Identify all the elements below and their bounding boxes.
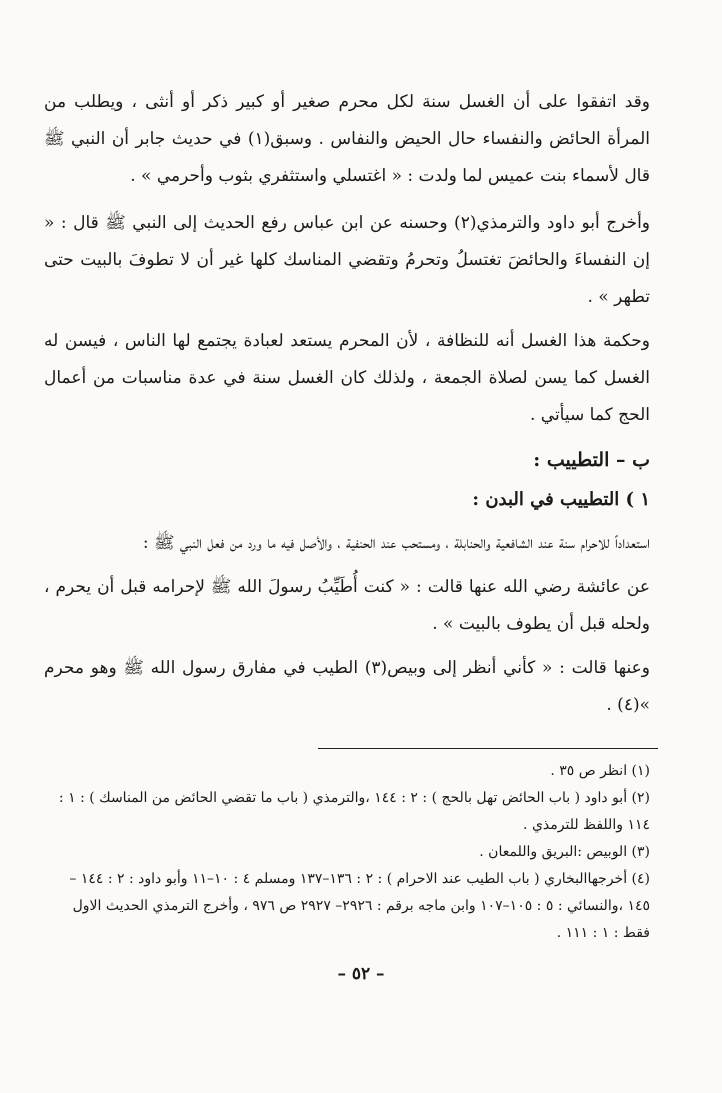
section-heading-tatyeeb: ب – التطييب : [533, 449, 650, 471]
paragraph-aisha-hadith-2: وعنها قالت : « كأني أنظر إلى وبيص(٣) الطيب في مفارق رسول الله ﷺ وهو محرم »(٤) . [44, 658, 650, 715]
footnote-2: (٢) أبو داود ( باب الحائض تهل بالحج ) : ٢ : ١٤٤ ،والترمذي ( باب ما تقضي الحائض من المناسك ) : ١ : ١١٤ واللفظ للترمذي . [58, 790, 650, 833]
paragraph-aisha-hadith-1: عن عائشة رضي الله عنها قالت : « كنت أُطَيِّبُ رسولَ الله ﷺ لإحرامه قبل أن يحرم ، ولحله قبل أن يطوف بالبيت » . [44, 577, 650, 634]
footnote-4: (٤) أخرجهاالبخاري ( باب الطيب عند الاحرام ) : ٢ : ١٣٦–١٣٧ ومسلم ٤ : ١٠–١١ وأبو داود : ٢ : ١٤٤ – ١٤٥ ،والنسائي : ٥ : ١٠٥–١٠٧ وابن ماجه برقم : ٢٩٢٦– ٢٩٢٧ ص ٩٧٦ ، وأخرج الترمذي الحديث الاول فقط : ١ : ١١١ . [69, 871, 650, 941]
footnote-3: (٣) الوبيص :البريق واللمعان . [479, 844, 650, 860]
footnotes [46, 758, 650, 947]
paragraph-ghusl-agreement: وقد اتفقوا على أن الغسل سنة لكل محرم صغير أو كبير ذكر أو أنثى ، ويطلب من المرأة الحائض والنفساء حال الحيض والنفاس . وسبق(١) في حديث جابر أن النبي ﷺ قال لأسماء بنت عميس لما ولدت : « اغتسلي واستثفري بثوب وأحرمي » . [44, 92, 650, 186]
paragraph-ghusl-wisdom: وحكمة هذا الغسل أنه للنظافة ، لأن المحرم يستعد لعبادة يجتمع لها الناس ، فيسن له الغسل كما يسن لصلاة الجمعة ، ولذلك كان الغسل سنة في عدة مناسبات من أعمال الحج كما سيأتي . [44, 331, 650, 425]
paragraph-abu-dawud-hadith: وأخرج أبو داود والترمذي(٢) وحسنه عن ابن عباس رفع الحديث إلى النبي ﷺ قال : « إن النفساءَ والحائضَ تغتسلُ وتحرمُ وتقضي المناسك كلها غير أن لا تطوفَ بالبيت حتى تطهر » . [44, 213, 650, 307]
paragraph-preparation: استعداداً للاحرام سنة عند الشافعية والحنابلة ، ومستحب عند الحنفية ، والأصل فيه ما ورد من فعل النبي ﷺ : [142, 533, 650, 553]
footnote-divider [318, 748, 658, 749]
footnote-1: (١) انظر ص ٣٥ . [550, 763, 650, 779]
subsection-heading-body: ١ ) التطييب في البدن : [472, 489, 650, 510]
page-number: – ٥٢ – [337, 964, 385, 984]
